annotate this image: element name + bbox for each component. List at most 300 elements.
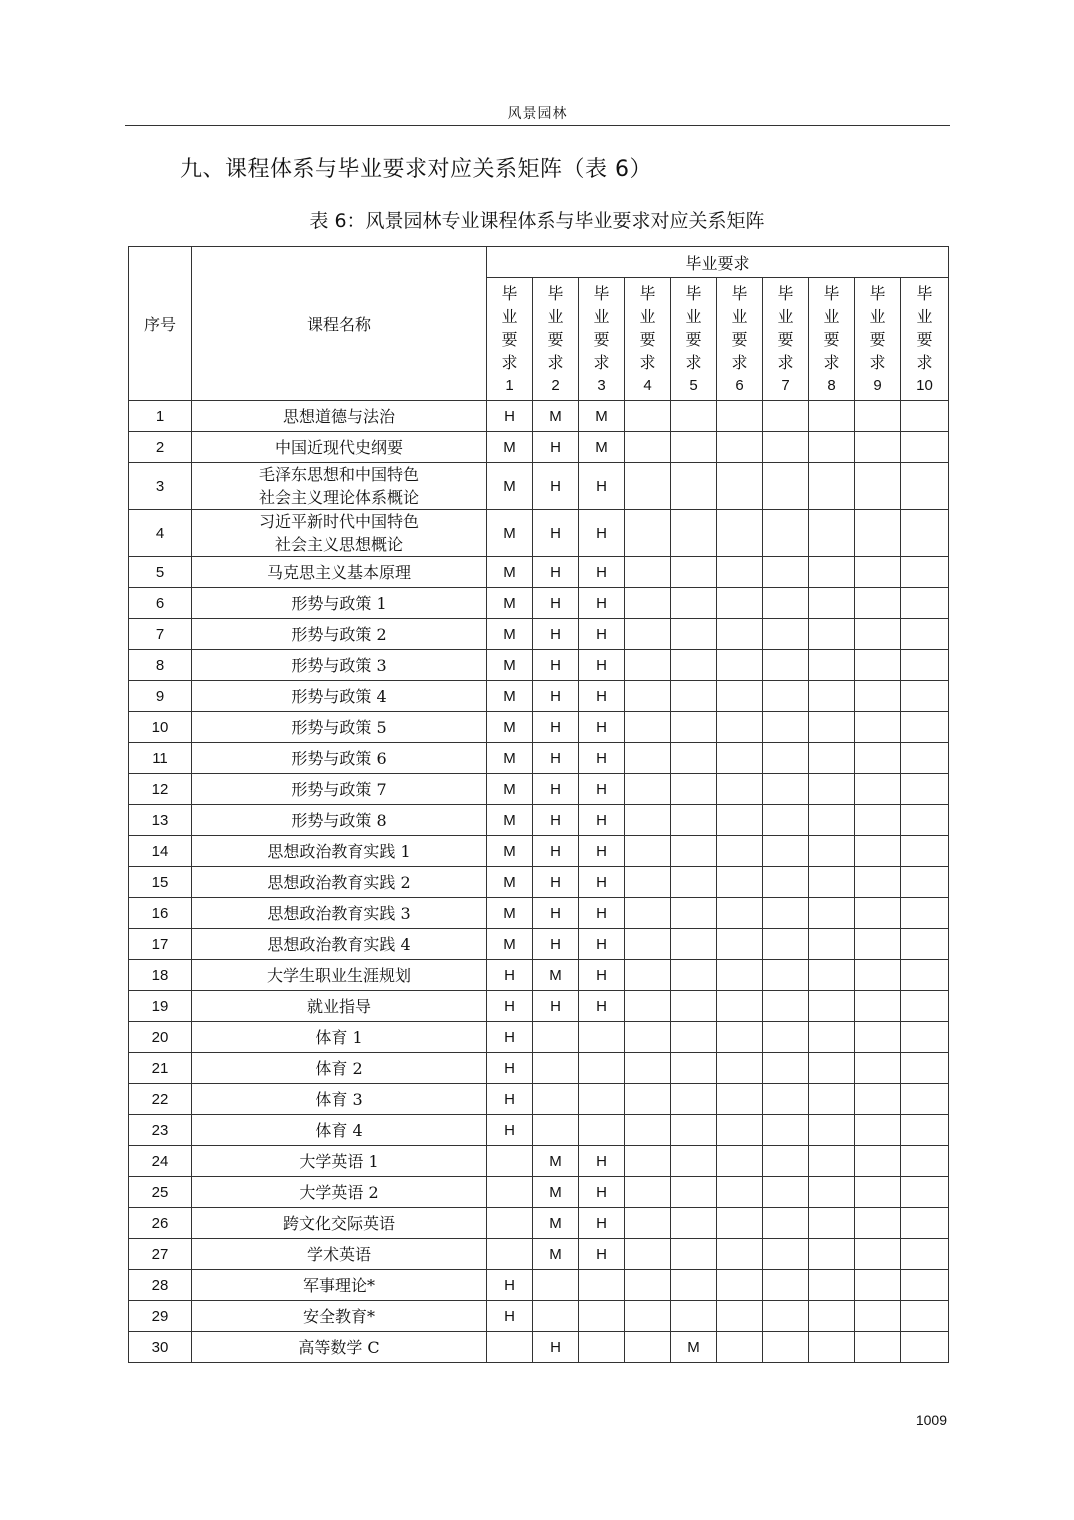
support-level-cell xyxy=(533,1053,579,1084)
support-level-cell xyxy=(487,1208,533,1239)
requirement-label: 毕业要求 xyxy=(869,283,886,372)
course-name xyxy=(192,619,487,650)
support-level-cell: H xyxy=(579,619,625,650)
running-title: 风景园林 xyxy=(507,106,568,122)
course-name xyxy=(192,991,487,1022)
row-number: 8 xyxy=(129,650,192,681)
support-level-cell xyxy=(717,588,763,619)
support-level-cell xyxy=(717,1239,763,1270)
table-row xyxy=(129,1146,949,1177)
support-level-cell xyxy=(855,1146,901,1177)
support-level-cell xyxy=(671,867,717,898)
support-level-cell xyxy=(763,619,809,650)
row-number: 21 xyxy=(129,1053,192,1084)
support-level-cell: M xyxy=(487,510,533,557)
requirement-label: 毕业要求 xyxy=(685,283,702,372)
support-level-cell xyxy=(579,1022,625,1053)
support-level-cell xyxy=(717,1053,763,1084)
support-level-cell: M xyxy=(579,401,625,432)
support-level-cell xyxy=(763,867,809,898)
support-level-cell xyxy=(855,1177,901,1208)
support-level-cell xyxy=(855,960,901,991)
support-level-cell xyxy=(809,619,855,650)
course-name xyxy=(192,1084,487,1115)
support-level-cell: H xyxy=(533,898,579,929)
support-level-cell xyxy=(717,1022,763,1053)
support-level-cell xyxy=(625,1115,671,1146)
support-level-cell xyxy=(855,650,901,681)
support-level-cell xyxy=(671,510,717,557)
requirement-number: 4 xyxy=(643,376,652,394)
support-level-cell: M xyxy=(533,401,579,432)
header-requirement-1 xyxy=(487,278,533,401)
support-level-cell xyxy=(763,1084,809,1115)
support-level-cell xyxy=(901,960,949,991)
course-name xyxy=(192,1239,487,1270)
support-level-cell: H xyxy=(533,774,579,805)
requirement-label: 毕业要求 xyxy=(593,283,610,372)
support-level-cell xyxy=(809,929,855,960)
support-level-cell: M xyxy=(487,557,533,588)
support-level-cell: H xyxy=(487,1301,533,1332)
support-level-cell xyxy=(855,681,901,712)
support-level-cell xyxy=(671,1084,717,1115)
support-level-cell xyxy=(625,681,671,712)
support-level-cell xyxy=(763,1177,809,1208)
course-name xyxy=(192,1177,487,1208)
requirement-number: 7 xyxy=(781,376,790,394)
support-level-cell xyxy=(579,1332,625,1363)
support-level-cell xyxy=(901,774,949,805)
requirement-number: 6 xyxy=(735,376,744,394)
support-level-cell xyxy=(809,557,855,588)
row-number: 13 xyxy=(129,805,192,836)
header-requirement-2 xyxy=(533,278,579,401)
support-level-cell xyxy=(855,557,901,588)
support-level-cell xyxy=(901,991,949,1022)
support-level-cell xyxy=(717,1332,763,1363)
support-level-cell xyxy=(717,557,763,588)
table-caption: 表 6：风景园林专业课程体系与毕业要求对应关系矩阵 xyxy=(309,210,765,232)
support-level-cell xyxy=(717,836,763,867)
support-level-cell xyxy=(625,432,671,463)
support-level-cell: M xyxy=(487,774,533,805)
support-level-cell xyxy=(763,401,809,432)
support-level-cell xyxy=(855,463,901,510)
support-level-cell xyxy=(671,1053,717,1084)
support-level-cell xyxy=(625,991,671,1022)
table-row xyxy=(129,681,949,712)
support-level-cell xyxy=(809,1115,855,1146)
support-level-cell xyxy=(763,557,809,588)
support-level-cell: M xyxy=(487,867,533,898)
support-level-cell xyxy=(625,743,671,774)
support-level-cell xyxy=(855,898,901,929)
course-name-line: 安全教育* xyxy=(302,1306,375,1326)
support-level-cell xyxy=(717,743,763,774)
row-number: 4 xyxy=(129,510,192,557)
support-level-cell: M xyxy=(533,1177,579,1208)
course-name xyxy=(192,432,487,463)
support-level-cell xyxy=(763,1239,809,1270)
support-level-cell: H xyxy=(579,681,625,712)
row-number: 25 xyxy=(129,1177,192,1208)
table-row xyxy=(129,1053,949,1084)
support-level-cell xyxy=(855,1084,901,1115)
course-name xyxy=(192,1053,487,1084)
support-level-cell xyxy=(855,401,901,432)
support-level-cell xyxy=(625,867,671,898)
support-level-cell: H xyxy=(579,557,625,588)
support-level-cell xyxy=(809,463,855,510)
header-requirement-5 xyxy=(671,278,717,401)
support-level-cell xyxy=(901,836,949,867)
support-level-cell xyxy=(901,805,949,836)
support-level-cell xyxy=(809,774,855,805)
support-level-cell xyxy=(763,991,809,1022)
table-row xyxy=(129,960,949,991)
support-level-cell xyxy=(901,1270,949,1301)
support-level-cell xyxy=(671,557,717,588)
row-number: 1 xyxy=(129,401,192,432)
support-level-cell xyxy=(901,1053,949,1084)
support-level-cell xyxy=(901,743,949,774)
support-level-cell: H xyxy=(487,991,533,1022)
course-name-line: 形势与政策 4 xyxy=(291,686,387,706)
support-level-cell xyxy=(625,401,671,432)
support-level-cell xyxy=(855,588,901,619)
support-level-cell xyxy=(717,1208,763,1239)
support-level-cell xyxy=(901,557,949,588)
table-row xyxy=(129,836,949,867)
support-level-cell xyxy=(763,836,809,867)
requirement-number: 2 xyxy=(551,376,560,394)
support-level-cell xyxy=(855,619,901,650)
support-level-cell: H xyxy=(487,1084,533,1115)
support-level-cell xyxy=(671,650,717,681)
support-level-cell xyxy=(671,1239,717,1270)
row-number: 9 xyxy=(129,681,192,712)
support-level-cell: M xyxy=(671,1332,717,1363)
support-level-cell xyxy=(855,805,901,836)
support-level-cell xyxy=(625,650,671,681)
support-level-cell xyxy=(855,1053,901,1084)
support-level-cell xyxy=(809,805,855,836)
support-level-cell xyxy=(901,867,949,898)
support-level-cell xyxy=(809,1270,855,1301)
table-row xyxy=(129,774,949,805)
support-level-cell xyxy=(671,712,717,743)
support-level-cell: H xyxy=(579,898,625,929)
course-name xyxy=(192,588,487,619)
support-level-cell xyxy=(625,960,671,991)
support-level-cell xyxy=(763,1022,809,1053)
support-level-cell xyxy=(671,1208,717,1239)
support-level-cell xyxy=(671,463,717,510)
support-level-cell xyxy=(671,960,717,991)
support-level-cell xyxy=(855,1332,901,1363)
requirement-label: 毕业要求 xyxy=(823,283,840,372)
support-level-cell xyxy=(717,929,763,960)
table-row xyxy=(129,557,949,588)
support-level-cell xyxy=(809,898,855,929)
row-number: 16 xyxy=(129,898,192,929)
course-name-line: 形势与政策 2 xyxy=(291,624,387,644)
support-level-cell xyxy=(717,960,763,991)
support-level-cell xyxy=(855,712,901,743)
table-row xyxy=(129,712,949,743)
support-level-cell xyxy=(901,463,949,510)
course-name-line: 形势与政策 7 xyxy=(291,779,387,799)
requirement-number: 5 xyxy=(689,376,698,394)
support-level-cell: H xyxy=(533,867,579,898)
support-level-cell xyxy=(487,1239,533,1270)
support-level-cell xyxy=(533,1022,579,1053)
support-level-cell: H xyxy=(487,1022,533,1053)
course-name-line: 大学英语 1 xyxy=(299,1151,379,1171)
row-number: 12 xyxy=(129,774,192,805)
support-level-cell: M xyxy=(533,1146,579,1177)
support-level-cell xyxy=(717,805,763,836)
support-level-cell: H xyxy=(579,1208,625,1239)
course-name-line: 高等数学 C xyxy=(298,1337,380,1357)
requirement-label: 毕业要求 xyxy=(777,283,794,372)
course-name xyxy=(192,1208,487,1239)
support-level-cell: H xyxy=(579,960,625,991)
course-name-line: 形势与政策 5 xyxy=(291,717,387,737)
table-row xyxy=(129,805,949,836)
support-level-cell: H xyxy=(533,1332,579,1363)
support-level-cell xyxy=(809,712,855,743)
support-level-cell xyxy=(671,743,717,774)
support-level-cell xyxy=(487,1332,533,1363)
course-name-line: 体育 3 xyxy=(315,1089,363,1109)
support-level-cell xyxy=(901,1208,949,1239)
row-number: 17 xyxy=(129,929,192,960)
support-level-cell xyxy=(717,1177,763,1208)
support-level-cell xyxy=(579,1115,625,1146)
support-level-cell xyxy=(763,1208,809,1239)
support-level-cell xyxy=(809,1301,855,1332)
support-level-cell xyxy=(901,619,949,650)
course-name xyxy=(192,1146,487,1177)
course-name-line: 形势与政策 6 xyxy=(291,748,387,768)
support-level-cell xyxy=(717,1301,763,1332)
support-level-cell xyxy=(901,588,949,619)
requirement-label: 毕业要求 xyxy=(916,283,933,372)
header-requirement-7 xyxy=(763,278,809,401)
support-level-cell xyxy=(763,432,809,463)
support-level-cell xyxy=(671,1022,717,1053)
support-level-cell: M xyxy=(533,960,579,991)
row-number: 24 xyxy=(129,1146,192,1177)
course-name xyxy=(192,401,487,432)
row-number: 2 xyxy=(129,432,192,463)
support-level-cell: H xyxy=(487,1270,533,1301)
course-name xyxy=(192,510,487,557)
support-level-cell xyxy=(763,743,809,774)
course-name-line: 大学生职业生涯规划 xyxy=(266,965,411,985)
course-name-line: 社会主义思想概论 xyxy=(274,535,403,554)
row-number: 5 xyxy=(129,557,192,588)
support-level-cell xyxy=(763,898,809,929)
course-name xyxy=(192,867,487,898)
support-level-cell xyxy=(901,1239,949,1270)
row-number: 23 xyxy=(129,1115,192,1146)
course-requirement-matrix xyxy=(128,246,949,1363)
course-name xyxy=(192,898,487,929)
header-requirement-4 xyxy=(625,278,671,401)
support-level-cell xyxy=(809,510,855,557)
support-level-cell xyxy=(625,510,671,557)
support-level-cell xyxy=(671,681,717,712)
support-level-cell xyxy=(625,1177,671,1208)
support-level-cell xyxy=(763,588,809,619)
support-level-cell xyxy=(901,1332,949,1363)
support-level-cell: M xyxy=(487,681,533,712)
course-name xyxy=(192,1332,487,1363)
row-number: 6 xyxy=(129,588,192,619)
support-level-cell xyxy=(625,1084,671,1115)
running-header xyxy=(125,103,950,126)
support-level-cell xyxy=(855,774,901,805)
support-level-cell: H xyxy=(579,1239,625,1270)
support-level-cell xyxy=(625,898,671,929)
table-row xyxy=(129,588,949,619)
support-level-cell xyxy=(717,619,763,650)
header-requirement-9 xyxy=(855,278,901,401)
support-level-cell xyxy=(717,463,763,510)
support-level-cell: H xyxy=(579,650,625,681)
table-row xyxy=(129,1022,949,1053)
support-level-cell xyxy=(901,510,949,557)
support-level-cell xyxy=(625,712,671,743)
support-level-cell xyxy=(625,1053,671,1084)
table-row xyxy=(129,650,949,681)
support-level-cell xyxy=(579,1301,625,1332)
header-course-name: 课程名称 xyxy=(192,247,487,401)
support-level-cell xyxy=(671,619,717,650)
support-level-cell: H xyxy=(579,991,625,1022)
support-level-cell: H xyxy=(533,463,579,510)
support-level-cell xyxy=(763,1270,809,1301)
support-level-cell xyxy=(717,510,763,557)
support-level-cell: M xyxy=(487,463,533,510)
header-requirement-10 xyxy=(901,278,949,401)
support-level-cell xyxy=(809,743,855,774)
support-level-cell xyxy=(901,898,949,929)
support-level-cell xyxy=(625,1332,671,1363)
row-number: 30 xyxy=(129,1332,192,1363)
course-name-line: 思想政治教育实践 1 xyxy=(267,841,411,861)
support-level-cell xyxy=(625,774,671,805)
support-level-cell xyxy=(625,619,671,650)
row-number: 19 xyxy=(129,991,192,1022)
support-level-cell xyxy=(625,588,671,619)
support-level-cell: H xyxy=(579,774,625,805)
header-requirement-3 xyxy=(579,278,625,401)
support-level-cell xyxy=(763,805,809,836)
support-level-cell xyxy=(533,1270,579,1301)
support-level-cell xyxy=(717,991,763,1022)
support-level-cell xyxy=(717,401,763,432)
table-row xyxy=(129,401,949,432)
table-row xyxy=(129,1270,949,1301)
support-level-cell xyxy=(809,836,855,867)
course-name xyxy=(192,1270,487,1301)
support-level-cell xyxy=(671,836,717,867)
course-name-line: 体育 2 xyxy=(315,1058,363,1078)
support-level-cell xyxy=(487,1177,533,1208)
support-level-cell xyxy=(809,1239,855,1270)
support-level-cell xyxy=(717,681,763,712)
support-level-cell xyxy=(671,929,717,960)
support-level-cell: M xyxy=(487,619,533,650)
course-name-line: 思想政治教育实践 2 xyxy=(267,872,411,892)
table-row xyxy=(129,743,949,774)
support-level-cell: H xyxy=(579,463,625,510)
course-name-line: 习近平新时代中国特色 xyxy=(258,512,419,531)
requirement-label: 毕业要求 xyxy=(731,283,748,372)
support-level-cell: M xyxy=(487,432,533,463)
table-row xyxy=(129,463,949,510)
support-level-cell xyxy=(809,1177,855,1208)
course-name-line: 思想政治教育实践 3 xyxy=(267,903,411,923)
support-level-cell: M xyxy=(487,836,533,867)
course-name xyxy=(192,650,487,681)
row-number: 29 xyxy=(129,1301,192,1332)
support-level-cell: H xyxy=(579,929,625,960)
support-level-cell xyxy=(763,681,809,712)
table-row xyxy=(129,1208,949,1239)
support-level-cell xyxy=(625,557,671,588)
support-level-cell xyxy=(901,401,949,432)
support-level-cell xyxy=(855,743,901,774)
support-level-cell xyxy=(487,1146,533,1177)
support-level-cell: H xyxy=(533,619,579,650)
support-level-cell: M xyxy=(487,712,533,743)
course-name-line: 社会主义理论体系概论 xyxy=(258,488,419,507)
course-name xyxy=(192,712,487,743)
support-level-cell: H xyxy=(533,650,579,681)
support-level-cell: M xyxy=(579,432,625,463)
support-level-cell xyxy=(671,774,717,805)
support-level-cell xyxy=(625,929,671,960)
support-level-cell xyxy=(625,836,671,867)
support-level-cell xyxy=(717,650,763,681)
support-level-cell xyxy=(809,1146,855,1177)
row-number: 26 xyxy=(129,1208,192,1239)
support-level-cell xyxy=(671,588,717,619)
row-number: 22 xyxy=(129,1084,192,1115)
support-level-cell: H xyxy=(579,1177,625,1208)
support-level-cell xyxy=(763,960,809,991)
support-level-cell: M xyxy=(487,650,533,681)
support-level-cell xyxy=(855,1239,901,1270)
course-name-line: 学术英语 xyxy=(306,1244,371,1264)
support-level-cell xyxy=(855,510,901,557)
requirement-label: 毕业要求 xyxy=(639,283,656,372)
row-number: 14 xyxy=(129,836,192,867)
support-level-cell xyxy=(809,401,855,432)
table-row xyxy=(129,929,949,960)
support-level-cell xyxy=(763,774,809,805)
course-name xyxy=(192,1115,487,1146)
support-level-cell xyxy=(763,929,809,960)
support-level-cell: H xyxy=(579,510,625,557)
row-number: 3 xyxy=(129,463,192,510)
support-level-cell: M xyxy=(487,588,533,619)
